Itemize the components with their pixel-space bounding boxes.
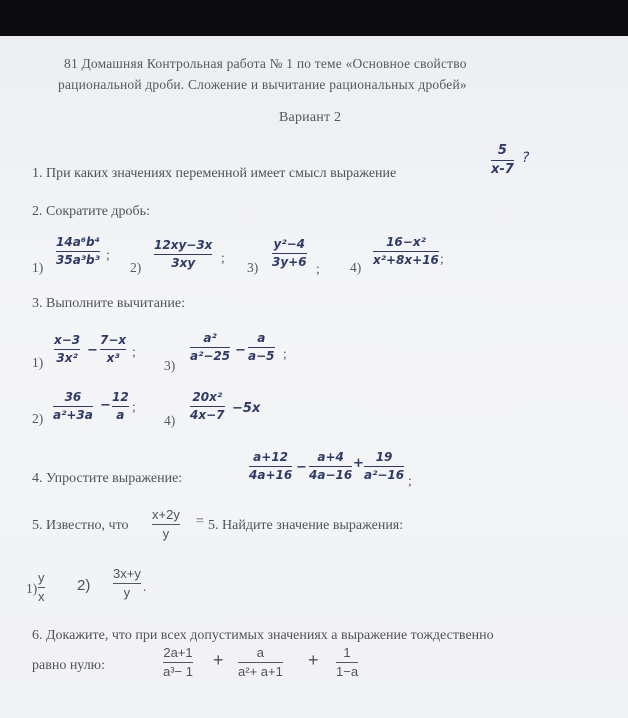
denominator: a²+ a+1 [238,663,283,679]
q1-fraction [491,144,514,176]
q4-fraction-2 [309,451,352,481]
denominator: a [116,407,125,422]
q2-text: 2. Сократите дробь: [32,204,150,219]
separator: ; [408,473,412,488]
separator: ; [106,247,110,262]
denominator: a²−16 [364,467,405,482]
q2-item4-fraction [373,236,439,266]
fraction-bar [309,466,352,467]
numerator: 7−x [100,333,127,347]
q2-item4-label: 4) [350,260,362,275]
fraction-bar [54,349,80,350]
fraction-bar [373,251,439,252]
denominator: 3xy [171,255,196,270]
denominator: x³ [106,350,120,365]
plus-operator: + [213,650,224,670]
fraction-bar [100,349,126,350]
worksheet-title-line1: 81 Домашняя Контрольная работа № 1 по теме «Основное свойство [64,56,467,71]
fraction-bar [53,406,93,407]
q4-text: 4. Упростите выражение: [32,471,183,486]
equals-sign: = [196,514,204,529]
q5-given-fraction [152,508,180,540]
numerator: x+2y [152,507,180,522]
fraction-bar [238,662,283,663]
q3-item2-fraction-b [112,391,129,421]
numerator: 20x² [192,390,223,404]
denominator: x [38,588,45,604]
denominator: a²−25 [190,348,231,363]
operator: − [100,398,111,413]
numerator: a [256,645,265,660]
q3-item2-label: 2) [32,411,44,426]
q5-item1-fraction [38,571,45,603]
q1-numerator: 5 [497,143,507,158]
separator: ; [316,261,320,276]
fraction-bar [364,466,404,467]
numerator: 19 [375,450,393,464]
q4-fraction-1 [249,451,292,481]
fraction-bar [56,251,100,252]
fraction-bar [154,254,212,255]
fraction-bar [249,466,292,467]
denominator: 4a+16 [249,467,293,482]
q3-item2-fraction-a [53,391,93,421]
fraction-bar [491,160,514,161]
q2-item2-label: 2) [130,260,142,275]
denominator: 4a−16 [309,467,353,482]
variant-label: Вариант 2 [279,110,342,125]
denominator: a³− 1 [163,663,193,679]
operator: + [353,456,364,471]
q6-text2: равно нулю: [32,658,106,673]
q3-text: 3. Выполните вычитание: [32,296,185,311]
denominator: 1−a [336,663,359,679]
numerator: a+12 [253,450,289,464]
q2-item1-label: 1) [32,260,44,275]
denominator: y [162,525,170,541]
separator: ; [283,346,287,361]
separator: . [143,579,147,594]
numerator: 2a+1 [163,645,193,660]
q2-item1-fraction [56,236,100,266]
separator: ; [132,344,136,359]
operator: − [87,343,98,358]
denominator: 3y+6 [272,254,307,269]
denominator: x²+8x+16 [373,252,439,267]
numerator: 36 [64,390,82,404]
operator: − [235,343,246,358]
q3-item1-fraction-b [100,334,126,364]
q3-item1-label: 1) [32,355,44,370]
operator: −5x [232,401,261,416]
denominator: 3x² [56,350,78,365]
fraction-bar [272,253,307,254]
q2-item3-fraction [272,238,307,268]
numerator: x−3 [54,333,81,347]
fraction-bar [190,347,230,348]
q3-item3-fraction-a [190,332,230,362]
q5-item2-fraction [113,567,141,599]
numerator: 16−x² [386,235,426,249]
top-dark-border [0,0,628,36]
q3-item3-label: 3) [164,358,176,373]
q4-fraction-3 [364,451,404,481]
q3-item4-label: 4) [164,413,176,428]
numerator: 1 [343,645,351,660]
separator: ; [132,399,136,414]
q5-item2-label: 2) [77,577,91,594]
q2-item2-fraction [154,239,212,269]
q1-question-mark: ? [522,150,530,166]
numerator: a+4 [317,450,344,464]
worksheet-title-line2: рациональной дроби. Сложение и вычитание рациональных дробей» [58,77,467,92]
fraction-bar [112,406,129,407]
numerator: y [38,570,45,585]
fraction-bar [113,583,141,584]
q1-denominator: x-7 [491,161,514,177]
separator: ; [221,250,225,265]
numerator: a [257,331,266,345]
fraction-bar [163,662,193,663]
numerator: 12 [112,390,129,404]
q6-fraction-1 [163,646,193,678]
denominator: 4x−7 [190,407,225,422]
q2-item3-label: 3) [247,260,259,275]
numerator: y²−4 [273,237,306,251]
q5-text-a: 5. Известно, что [32,518,129,533]
fraction-bar [152,524,180,525]
q6-fraction-3 [336,646,358,678]
q5-item1-label: 1) [26,581,38,596]
plus-operator: + [308,650,319,670]
denominator: 35a³b³ [56,252,100,267]
operator: − [296,460,307,475]
fraction-bar [190,406,225,407]
denominator: a²+3a [53,407,93,422]
q3-item1-fraction-a [54,334,80,364]
numerator: 12xy−3x [154,238,213,252]
numerator: 3x+y [113,566,141,581]
q6-fraction-2 [238,646,283,678]
q3-item4-fraction-a [190,391,225,421]
fraction-bar [336,662,358,663]
fraction-bar [248,347,275,348]
q3-item3-fraction-b [248,332,275,362]
separator: ; [440,251,444,266]
denominator: y [123,584,131,600]
denominator: a−5 [248,348,275,363]
numerator: a² [203,331,217,345]
numerator: 14a⁶b⁴ [56,235,100,249]
worksheet-paper [0,36,628,718]
q5-text-b: 5. Найдите значение выражения: [208,518,404,533]
q1-text: 1. При каких значениях переменной имеет смысл выражение [32,166,397,181]
fraction-bar [38,587,45,588]
q6-text: 6. Докажите, что при всех допустимых значениях a выражение тождественно [32,628,494,643]
